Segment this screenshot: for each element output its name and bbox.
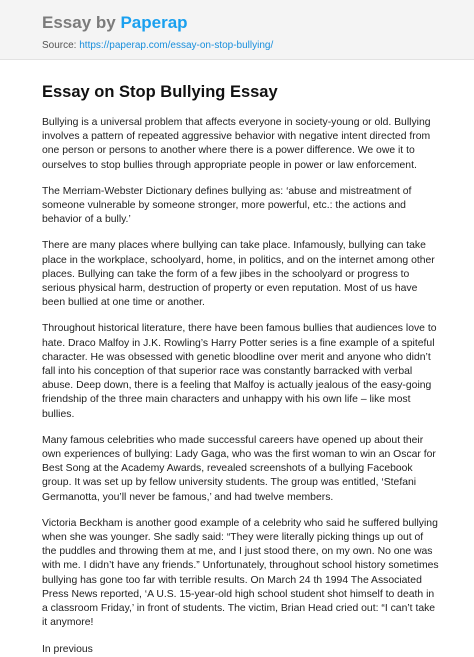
site-header <box>0 0 474 60</box>
paragraph: There are many places where bullying can take place. Infamously, bullying can take place in the workplace, schoolyard, home, in politics, and on the internet among other places. Bullying can take the form of a few jibes in the schoolyard or progress to serious physical harm, destruction of property or even reputation. Most of us have been bullied at one time or another. <box>42 240 435 309</box>
paragraph: Throughout historical literature, there have been famous bullies that audiences love to hate. Draco Malfoy in J.K. Rowling’s Harry Potter series is a fine example of a spiteful character. He was obsessed with genetic bloodline over merit and anyone who didn’t fall into his conception of that superior race was constantly barracked with verbal abuse. Deep down, there is a feeling that Malfoy is actually jealous of the easy-going friendship of the three main characters and unhappy with his own life – like most bullies. <box>42 323 437 420</box>
paragraph: In previous <box>42 643 93 655</box>
paragraph: Victoria Beckham is another good example of a celebrity who said he suffered bullying when she was younger. She sadly said: “They were literally picking things up out of the puddles and throwing them at me, and I just stood there, on my own. No one was with me. I didn’t have any friends.” Unfortunately, throughout school history sometimes bullying has gone too far with terrible results. On March 24 th 1994 The Associated Press News reported, ‘A U.S. 15-year-old high school student shot himself to death in a classroom Friday,’ in front of students. The victim, Brian Head cried out: “I can’t take it anymore! <box>42 517 439 629</box>
page-title: Essay on Stop Bullying Essay <box>42 83 278 101</box>
paragraph: Many famous celebrities who made successful careers have opened up about their own experiences of bullying: Lady Gaga, who was the first woman to win an Oscar for Best Song at the Academy Awards, revealed screenshots of a bullying Facebook group. It was set up by fellow university students. The group was entitled, ‘Stefani Germanotta, you’ll never be famous,’ and had twelve members. <box>42 434 436 503</box>
brand-name: Paperap <box>120 13 188 32</box>
article-body <box>0 82 474 657</box>
paragraph: Bullying is a universal problem that affects everyone in society-young or old. Bullying involves a pattern of repeated aggressive behavior with negative intent directed from one person or persons to another where there is a power difference. We owe it to ourselves to stop bullies through appropriate people in power or law enforcement. <box>42 117 431 171</box>
brand-prefix: Essay by <box>42 13 121 32</box>
paragraph: The Merriam-Webster Dictionary defines bullying as: ‘abuse and mistreatment of someone vulnerable by someone stronger, more powerful, etc.: the actions and behavior of a bully.’ <box>42 185 412 226</box>
source-label: Source: <box>42 40 80 51</box>
source-line <box>42 40 474 51</box>
brand-logo[interactable] <box>42 12 474 34</box>
source-link[interactable]: https://paperap.com/essay-on-stop-bullying/ <box>79 40 274 51</box>
